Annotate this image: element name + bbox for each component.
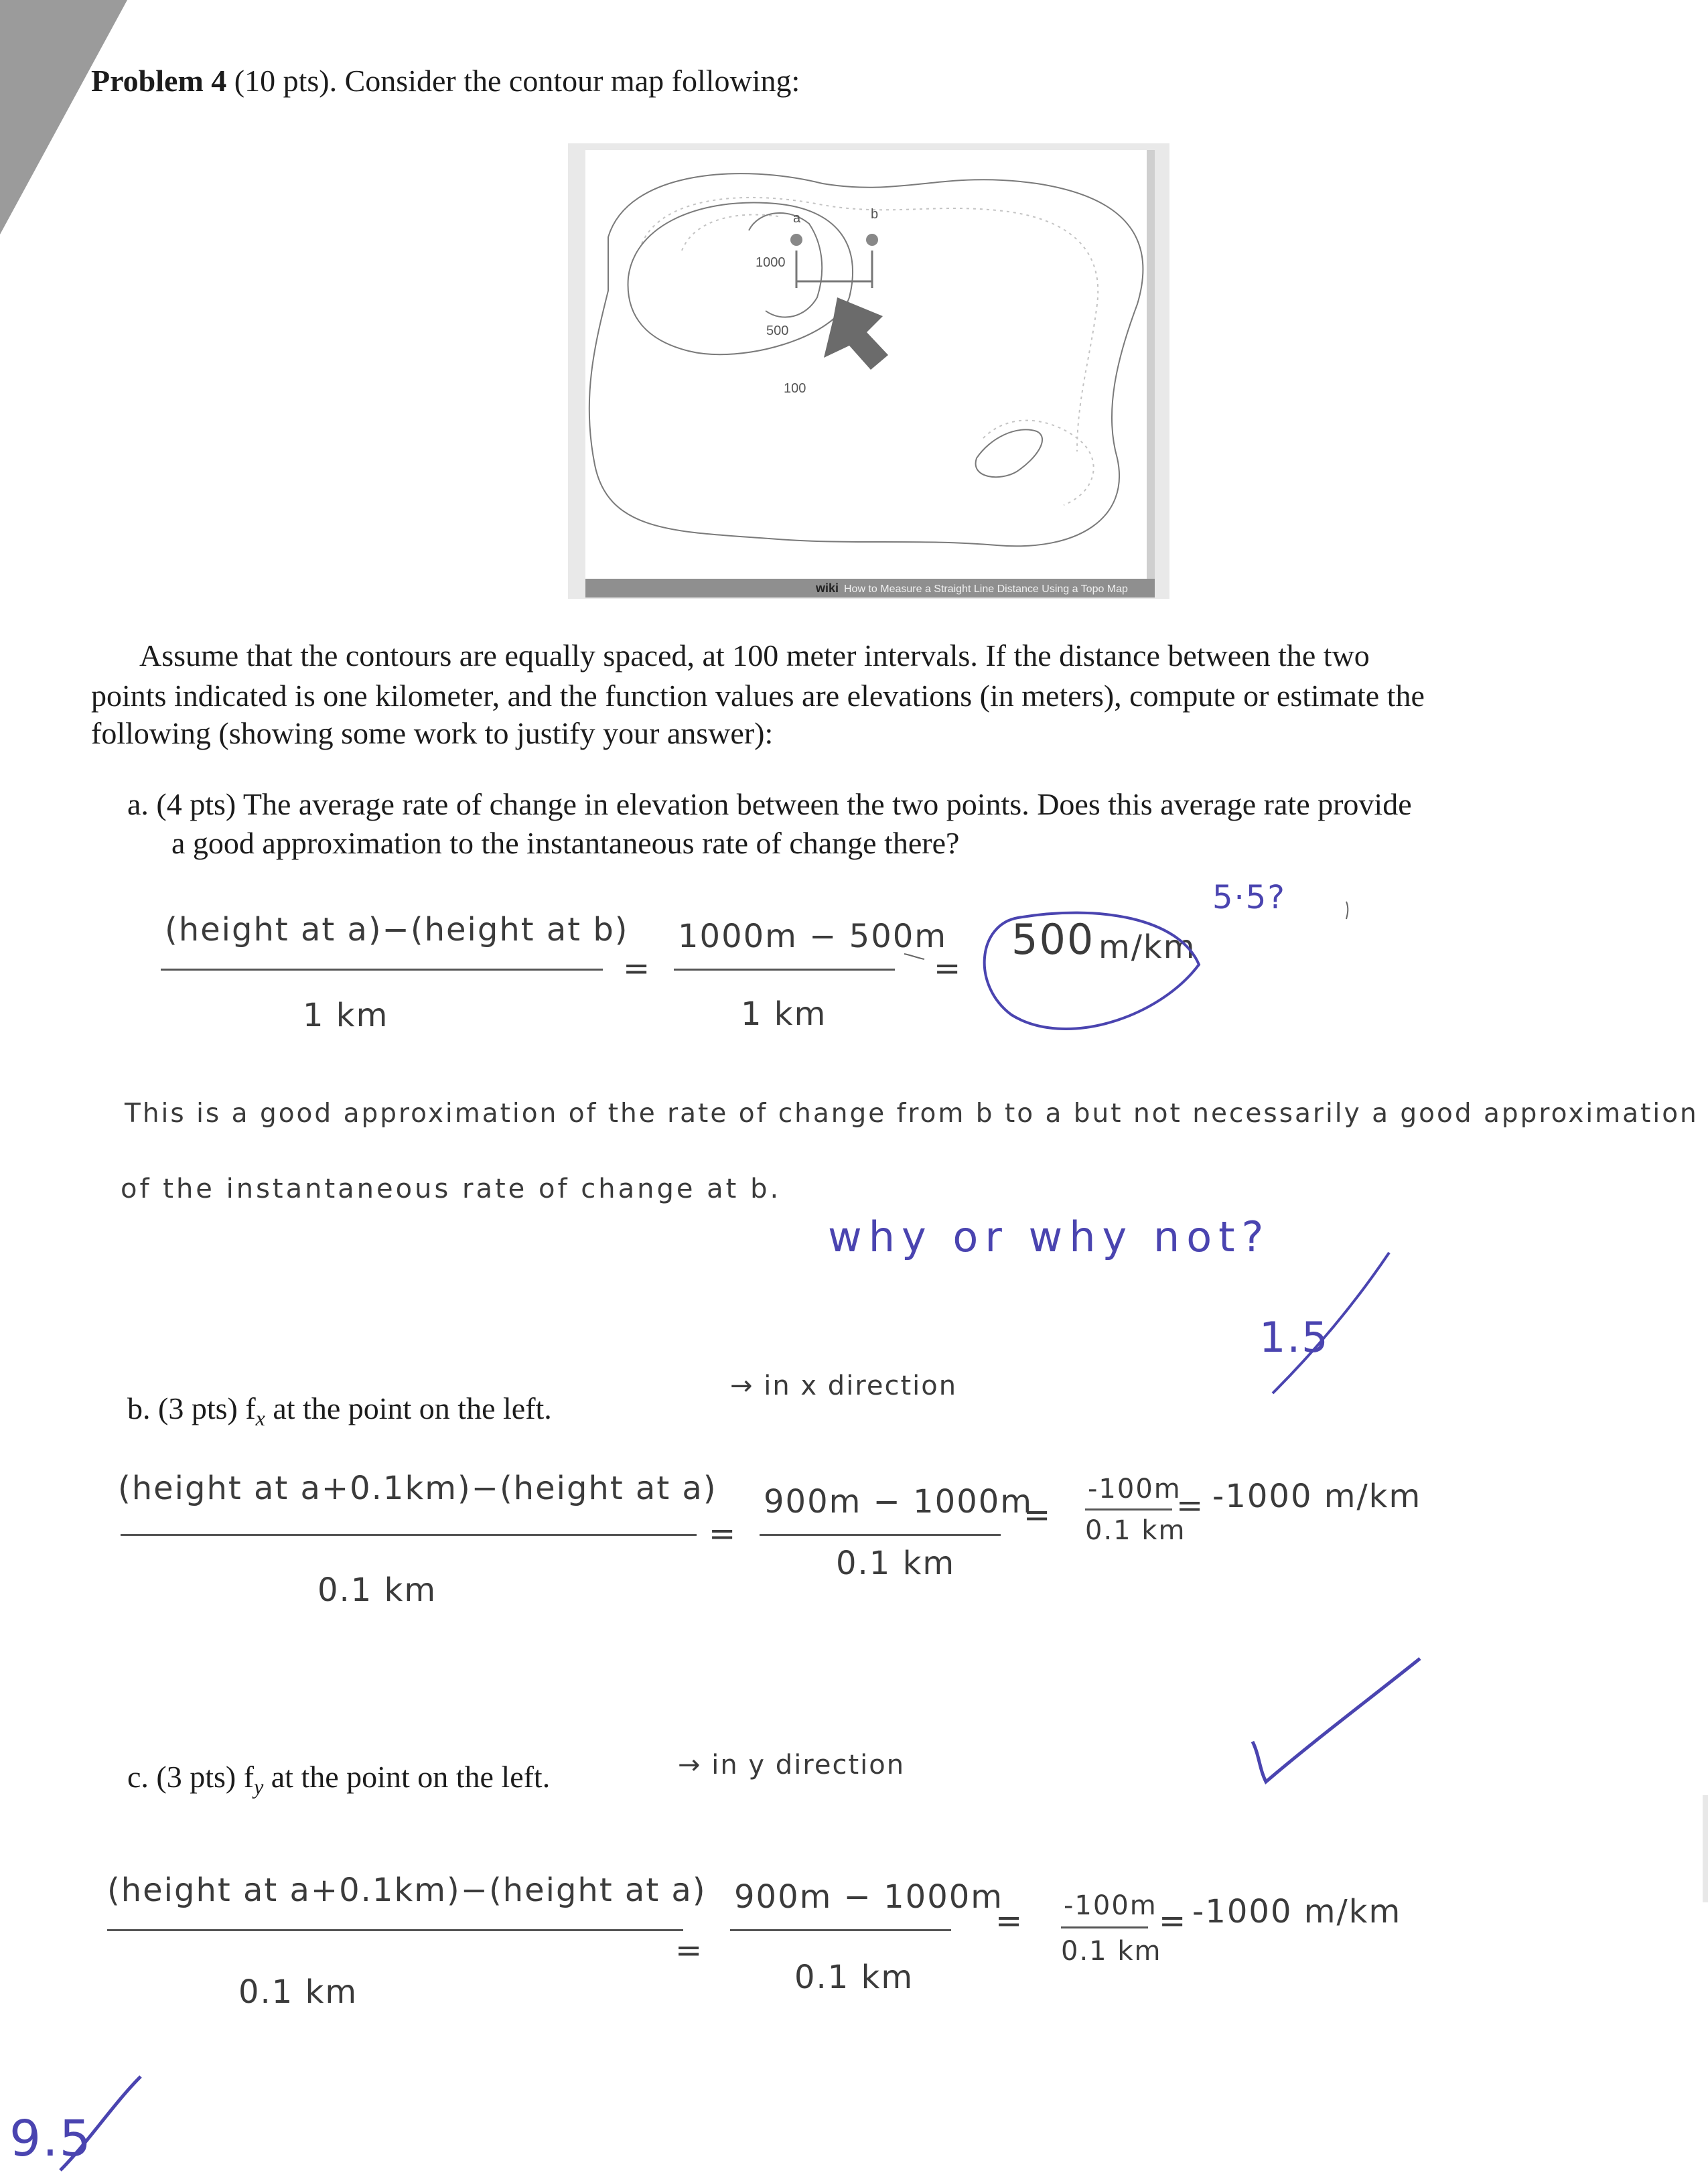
- part-c-den-2: 0.1 km: [794, 1959, 914, 1996]
- grader-score-a: 1.5: [1259, 1313, 1330, 1362]
- part-c-eq-2: =: [995, 1902, 1024, 1940]
- part-b-label-text: b. (3 pts) f: [127, 1391, 256, 1425]
- part-b-denominator: 0.1 km: [317, 1571, 437, 1609]
- part-b-eq-3: =: [1176, 1487, 1205, 1525]
- part-a-numerator: (height at a)−(height at b): [165, 911, 629, 948]
- assumption-line-1: Assume that the contours are equally spaced, at 100 meter intervals. If the distance between the two: [139, 638, 1370, 673]
- assumption-line-3: following (showing some work to justify your answer):: [91, 716, 774, 750]
- score-stroke-a: [1273, 1253, 1389, 1393]
- checkmark-icon: [1253, 1659, 1420, 1782]
- part-c-result: -1000 m/km: [1192, 1893, 1402, 1930]
- part-a-num-2: 1000m − 500m: [678, 918, 948, 955]
- part-c-eq-1: =: [675, 1932, 704, 1969]
- contour-label-1000: 1000: [756, 255, 786, 270]
- grader-comment: why or why not?: [828, 1212, 1271, 1261]
- part-b-subscript: x: [255, 1406, 265, 1431]
- part-c-num-2: 900m − 1000m: [734, 1878, 1004, 1916]
- part-b-num-3: -100m: [1088, 1474, 1182, 1504]
- part-b-den-2: 0.1 km: [836, 1545, 956, 1582]
- part-a-margin-mark: 5·5?: [1212, 879, 1286, 916]
- part-a-den-2: 1 km: [741, 995, 827, 1033]
- part-c-label-text: c. (3 pts) f: [127, 1760, 255, 1794]
- part-b-result: -1000 m/km: [1212, 1478, 1422, 1515]
- part-b-eq-1: =: [709, 1515, 737, 1553]
- part-b-eq-2: =: [1023, 1496, 1052, 1534]
- assumption-line-2: points indicated is one kilometer, and the function values are elevations (in meters), compute or estimate the: [91, 679, 1425, 713]
- part-c-note: → in y direction: [678, 1750, 906, 1780]
- problem-points: (10 pts).: [234, 64, 338, 98]
- part-a-result: 500: [1011, 915, 1095, 964]
- part-a-result-unit: m/km: [1098, 928, 1196, 966]
- part-c-denominator: 0.1 km: [238, 1973, 358, 2011]
- part-c-eq-3: =: [1159, 1902, 1188, 1940]
- part-a-denominator: 1 km: [303, 997, 389, 1034]
- problem-intro: Consider the contour map following:: [344, 64, 800, 98]
- part-c-num-3: -100m: [1064, 1890, 1157, 1921]
- part-b-num-2: 900m − 1000m: [764, 1483, 1034, 1521]
- part-a-line-1: a. (4 pts) The average rate of change in elevation between the two points. Does this average rate provide: [127, 787, 1412, 821]
- part-c-numerator: (height at a+0.1km)−(height at a): [107, 1872, 707, 1909]
- map-footer-brand: wiki: [816, 581, 839, 595]
- part-c-subscript: y: [254, 1774, 264, 1799]
- map-footer-caption: How to Measure a Straight Line Distance Using a Topo Map: [844, 583, 1128, 595]
- part-a-eq-2: =: [934, 950, 963, 987]
- part-b-note: → in x direction: [730, 1370, 958, 1401]
- part-a-eq-1: =: [623, 950, 652, 987]
- scan-edge: [1703, 1795, 1708, 1902]
- part-a-explanation-2: of the instantaneous rate of change at b.: [121, 1174, 782, 1204]
- contour-label-500: 500: [766, 324, 789, 338]
- point-a-label: a: [793, 211, 801, 226]
- part-b-label-rest: at the point on the left.: [265, 1391, 552, 1425]
- part-c-label-rest: at the point on the left.: [263, 1760, 551, 1794]
- total-score: 9.5: [9, 2110, 92, 2168]
- part-a-line-2: a good approximation to the instantaneous rate of change there?: [171, 826, 960, 860]
- problem-label: Problem 4: [91, 64, 227, 98]
- point-b-label: b: [871, 207, 879, 222]
- part-b-den-3: 0.1 km: [1085, 1515, 1186, 1546]
- result-circle: [985, 913, 1199, 1029]
- part-b-numerator: (height at a+0.1km)−(height at a): [118, 1470, 717, 1507]
- contour-label-100: 100: [784, 381, 806, 396]
- part-a-explanation-1: This is a good approximation of the rate of change from b to a but not necessarily a good approximation: [125, 1099, 1699, 1129]
- part-c-den-3: 0.1 km: [1061, 1936, 1162, 1967]
- score-stroke-total: [60, 2077, 141, 2170]
